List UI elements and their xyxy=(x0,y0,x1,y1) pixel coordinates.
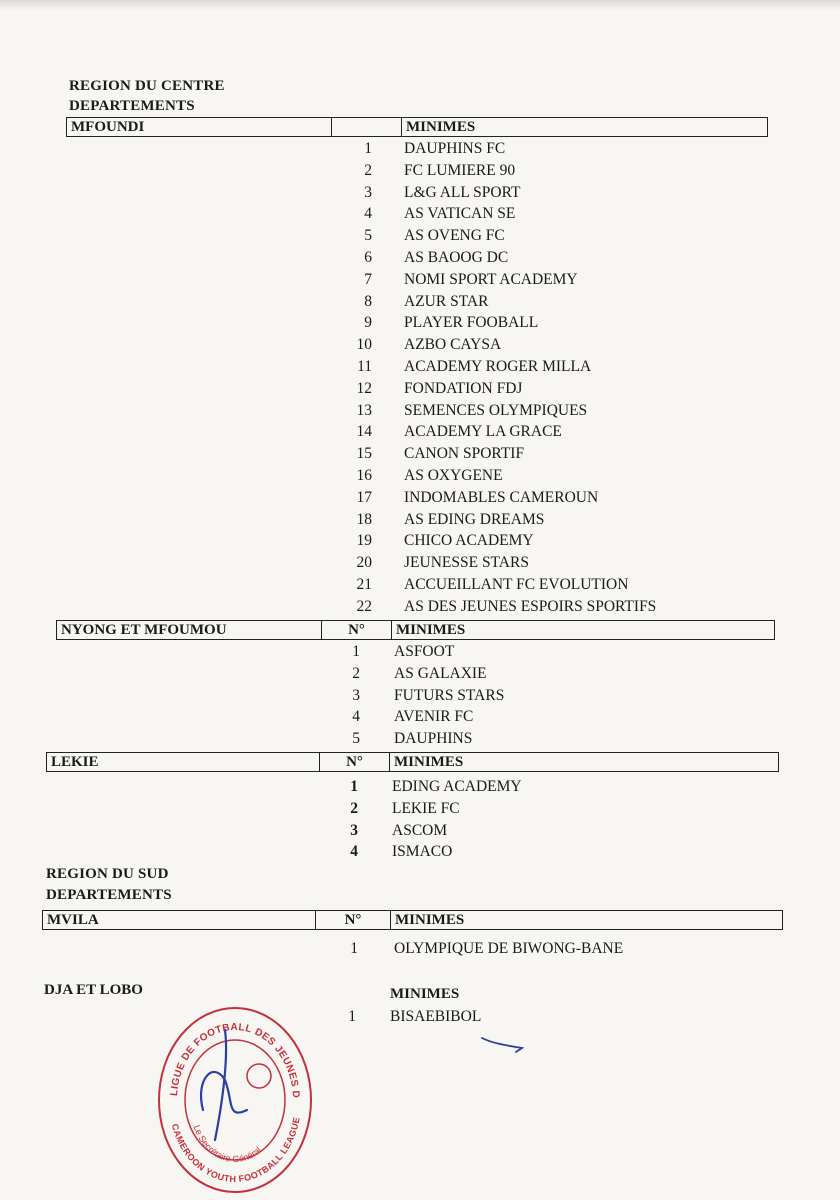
stamp-bottom-text: CAMEROON YOUTH FOOTBALL LEAGUE xyxy=(169,1116,302,1185)
dept-category: MINIMES xyxy=(401,118,767,136)
club-name: NOMI SPORT ACADEMY xyxy=(404,270,578,288)
list-item xyxy=(330,400,730,422)
list-item xyxy=(330,378,730,400)
region-centre-title: REGION DU CENTRE xyxy=(69,78,225,94)
list-item xyxy=(330,509,730,531)
dept-number-label: N° xyxy=(319,753,389,771)
club-number: 4 xyxy=(350,843,358,861)
dept-category: MINIMES xyxy=(391,621,774,639)
club-name: AS BAOOG DC xyxy=(404,248,509,266)
list-item xyxy=(330,487,730,509)
list-item xyxy=(330,291,730,313)
club-number: 1 xyxy=(352,643,360,660)
list-item xyxy=(330,574,730,596)
club-name: AS EDING DREAMS xyxy=(404,510,545,528)
club-number: 1 xyxy=(350,778,358,795)
dept-category: MINIMES xyxy=(390,911,782,929)
list-item xyxy=(330,247,730,269)
list-item xyxy=(330,421,730,443)
list-item xyxy=(330,203,730,225)
region-sud-subtitle: DEPARTEMENTS xyxy=(46,887,172,903)
club-number: 1 xyxy=(348,1008,356,1025)
list-item xyxy=(330,182,730,204)
club-number: 21 xyxy=(356,575,372,593)
list-item xyxy=(312,938,732,960)
list-item xyxy=(316,820,716,842)
club-name: AS GALAXIE xyxy=(394,664,487,682)
club-name: L&G ALL SPORT xyxy=(404,183,521,201)
dept-category-dja-et-lobo: MINIMES xyxy=(390,986,460,1002)
dept-header-mvila xyxy=(42,910,783,930)
club-number: 6 xyxy=(364,248,372,266)
list-item xyxy=(330,356,730,378)
club-name: FONDATION FDJ xyxy=(404,379,523,397)
club-number: 13 xyxy=(356,401,372,419)
club-list-dja-et-lobo xyxy=(312,1006,712,1028)
list-item xyxy=(316,841,716,863)
club-number: 2 xyxy=(350,799,358,817)
club-number: 18 xyxy=(356,510,372,528)
dept-name-dja-et-lobo: DJA ET LOBO xyxy=(44,982,143,998)
stamp-outer-text: LIGUE DE FOOTBALL DES JEUNES D xyxy=(169,1021,302,1099)
svg-text:Le Secrétaire Général xyxy=(192,1124,263,1164)
list-item xyxy=(330,465,730,487)
club-name: CANON SPORTIF xyxy=(404,445,525,463)
dept-header-lekie xyxy=(46,752,779,772)
club-name: EDING ACADEMY xyxy=(392,778,522,795)
list-item xyxy=(320,663,720,685)
club-name: INDOMABLES CAMEROUN xyxy=(404,488,599,506)
club-name: AZBO CAYSA xyxy=(404,336,502,354)
club-number: 12 xyxy=(356,379,372,397)
dept-header-mfoundi xyxy=(66,117,768,137)
dept-name: LEKIE xyxy=(51,754,99,770)
club-number: 14 xyxy=(356,423,372,441)
club-number: 4 xyxy=(352,708,360,726)
club-name: ASFOOT xyxy=(394,643,455,660)
list-item xyxy=(330,160,730,182)
list-item xyxy=(320,685,720,707)
club-name: AS OXYGENE xyxy=(404,466,503,484)
list-item xyxy=(316,776,716,798)
club-number: 10 xyxy=(356,336,372,354)
list-item xyxy=(330,552,730,574)
club-list-lekie xyxy=(316,776,716,863)
list-item xyxy=(330,312,730,334)
page-top-edge xyxy=(0,0,840,10)
club-name: DAUPHINS xyxy=(394,730,473,748)
signature-mark-icon xyxy=(480,1030,530,1054)
league-stamp xyxy=(155,990,315,1195)
region-centre-subtitle: DEPARTEMENTS xyxy=(69,98,195,114)
club-name: AS OVENG FC xyxy=(404,227,505,245)
stamp-seal-icon xyxy=(155,990,315,1195)
dept-name: MFOUNDI xyxy=(71,119,145,135)
club-number: 4 xyxy=(364,205,372,223)
dept-number-label: N° xyxy=(315,911,390,929)
dept-category: MINIMES xyxy=(389,753,778,771)
club-name: ACADEMY LA GRACE xyxy=(404,423,562,441)
club-name: CHICO ACADEMY xyxy=(404,532,534,550)
list-item xyxy=(316,798,716,820)
club-number: 5 xyxy=(352,730,360,748)
club-name: AS VATICAN SE xyxy=(404,205,516,223)
club-number: 20 xyxy=(356,554,372,572)
club-name: PLAYER FOOBALL xyxy=(404,314,539,332)
list-item xyxy=(330,443,730,465)
club-number: 11 xyxy=(357,357,372,375)
list-item xyxy=(320,728,720,750)
dept-name: NYONG ET MFOUMOU xyxy=(61,622,227,638)
club-list-mfoundi xyxy=(330,138,730,618)
list-item xyxy=(330,334,730,356)
club-name: AZUR STAR xyxy=(404,292,489,310)
club-number: 1 xyxy=(364,140,372,157)
dept-number-label: N° xyxy=(321,621,391,639)
club-name: LEKIE FC xyxy=(392,799,460,817)
list-item xyxy=(320,706,720,728)
club-name: ACADEMY ROGER MILLA xyxy=(404,357,592,375)
region-sud-title: REGION DU SUD xyxy=(46,866,169,882)
club-number: 9 xyxy=(364,314,372,332)
club-number: 2 xyxy=(352,664,360,682)
club-name: OLYMPIQUE DE BIWONG-BANE xyxy=(394,940,624,957)
club-number: 2 xyxy=(364,161,372,179)
club-number: 15 xyxy=(356,445,372,463)
dept-number-label xyxy=(331,118,401,136)
club-list-mvila xyxy=(312,938,732,960)
club-list-nyong-et-mfoumou xyxy=(320,641,720,750)
list-item xyxy=(330,138,730,160)
club-name: ISMACO xyxy=(392,843,453,861)
club-number: 3 xyxy=(364,183,372,201)
stamp-inner-text: Le Secrétaire Général xyxy=(191,1123,264,1165)
club-number: 3 xyxy=(350,821,358,839)
club-number: 5 xyxy=(364,227,372,245)
club-name: FUTURS STARS xyxy=(394,686,505,704)
club-number: 19 xyxy=(356,532,372,550)
club-name: AVENIR FC xyxy=(394,708,474,726)
club-name: ACCUEILLANT FC EVOLUTION xyxy=(404,575,629,593)
club-name: ASCOM xyxy=(392,821,448,839)
club-name: BISAEBIBOL xyxy=(390,1008,482,1025)
club-name: AS DES JEUNES ESPOIRS SPORTIFS xyxy=(404,597,657,615)
dept-header-nyong-et-mfoumou xyxy=(56,620,775,640)
club-number: 1 xyxy=(350,940,358,957)
list-item xyxy=(330,530,730,552)
svg-text:LIGUE DE FOOTBALL DES JEUNES D xyxy=(155,990,301,1099)
club-number: 3 xyxy=(352,686,360,704)
list-item xyxy=(330,269,730,291)
club-number: 8 xyxy=(364,292,372,310)
club-name: FC LUMIERE 90 xyxy=(404,161,516,179)
club-name: JEUNESSE STARS xyxy=(404,554,529,572)
club-number: 22 xyxy=(356,597,372,615)
list-item xyxy=(330,225,730,247)
list-item xyxy=(320,641,720,663)
list-item xyxy=(312,1006,712,1028)
club-number: 7 xyxy=(364,270,372,288)
club-name: SEMENCES OLYMPIQUES xyxy=(404,401,588,419)
club-number: 17 xyxy=(356,488,372,506)
dept-name: MVILA xyxy=(47,912,99,928)
club-name: DAUPHINS FC xyxy=(404,140,506,157)
list-item xyxy=(330,596,730,618)
club-number: 16 xyxy=(356,466,372,484)
